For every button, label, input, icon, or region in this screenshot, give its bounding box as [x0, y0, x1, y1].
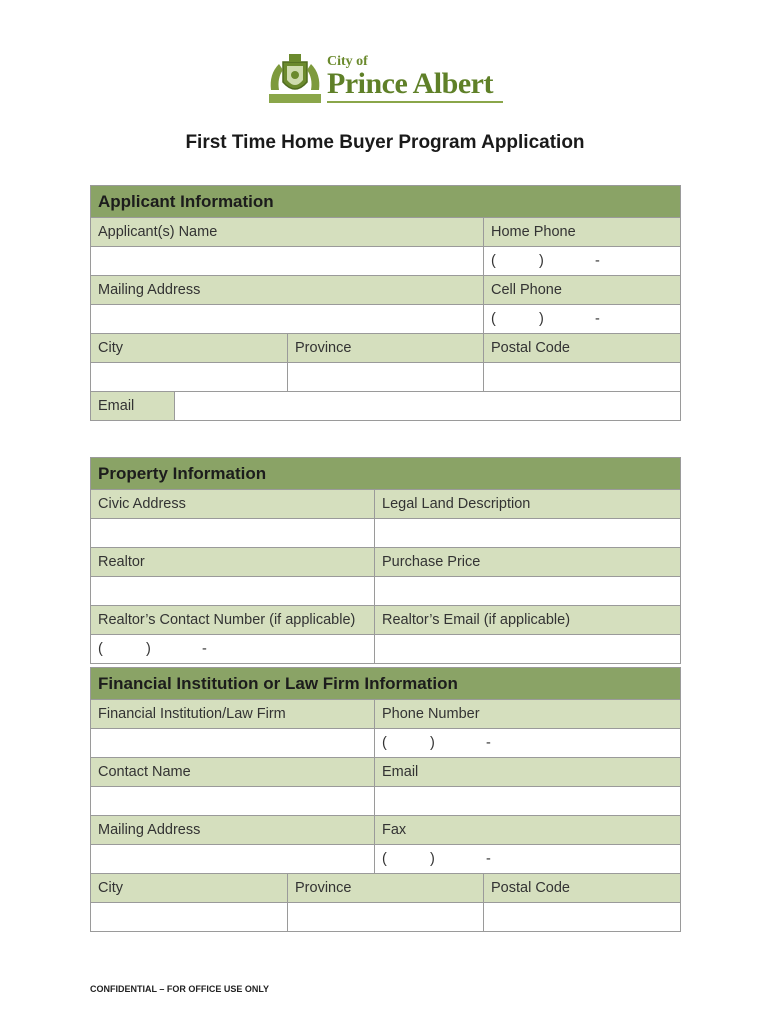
- city-logo: [265, 50, 505, 106]
- institution-province-label: Province: [288, 874, 484, 903]
- realtor-email-label: Realtor’s Email (if applicable): [375, 606, 681, 635]
- city-crest-icon: [265, 50, 325, 106]
- realtor-label: Realtor: [91, 548, 375, 577]
- logo-city-of: City of: [327, 54, 368, 69]
- phone-dash: -: [486, 851, 491, 867]
- realtor-field[interactable]: [91, 577, 375, 606]
- email-field[interactable]: [175, 392, 681, 421]
- mailing-address-label: Mailing Address: [91, 276, 484, 305]
- realtor-contact-number-label: Realtor’s Contact Number (if applicable): [91, 606, 375, 635]
- institution-city-label: City: [91, 874, 288, 903]
- phone-open-paren: (: [382, 735, 387, 751]
- phone-close-paren: ): [539, 253, 544, 269]
- institution-city-field[interactable]: [91, 903, 288, 932]
- legal-land-description-field[interactable]: [375, 519, 681, 548]
- city-field[interactable]: [91, 363, 288, 392]
- page-title: First Time Home Buyer Program Application: [185, 132, 585, 153]
- phone-dash: -: [202, 641, 207, 657]
- cell-phone-field[interactable]: [484, 305, 681, 334]
- email-label: Email: [91, 392, 175, 421]
- institution-mailing-address-field[interactable]: [91, 845, 375, 874]
- section-header-property: Property Information: [91, 458, 681, 490]
- phone-dash: -: [595, 311, 600, 327]
- phone-close-paren: ): [539, 311, 544, 327]
- institution-province-field[interactable]: [288, 903, 484, 932]
- institution-label: Financial Institution/Law Firm: [91, 700, 375, 729]
- contact-name-field[interactable]: [91, 787, 375, 816]
- institution-email-label: Email: [375, 758, 681, 787]
- applicant-name-field[interactable]: [91, 247, 484, 276]
- fax-field[interactable]: [375, 845, 681, 874]
- postal-code-field[interactable]: [484, 363, 681, 392]
- institution-mailing-address-label: Mailing Address: [91, 816, 375, 845]
- civic-address-label: Civic Address: [91, 490, 375, 519]
- institution-postal-code-label: Postal Code: [484, 874, 681, 903]
- city-label: City: [91, 334, 288, 363]
- confidential-footer: CONFIDENTIAL – FOR OFFICE USE ONLY: [90, 984, 270, 994]
- section-header-financial: Financial Institution or Law Firm Information: [91, 668, 681, 700]
- phone-close-paren: ): [430, 735, 435, 751]
- realtor-email-field[interactable]: [375, 635, 681, 664]
- phone-dash: -: [486, 735, 491, 751]
- postal-code-label: Postal Code: [484, 334, 681, 363]
- phone-number-label: Phone Number: [375, 700, 681, 729]
- civic-address-field[interactable]: [91, 519, 375, 548]
- phone-close-paren: ): [146, 641, 151, 657]
- fax-label: Fax: [375, 816, 681, 845]
- section-header-applicant: Applicant Information: [91, 186, 681, 218]
- logo-city-name: Prince Albert: [327, 67, 493, 100]
- financial-institution-table: [90, 667, 681, 932]
- applicant-information-table: [90, 185, 681, 421]
- province-label: Province: [288, 334, 484, 363]
- phone-open-paren: (: [382, 851, 387, 867]
- property-information-table: [90, 457, 681, 664]
- cell-phone-label: Cell Phone: [484, 276, 681, 305]
- phone-open-paren: (: [98, 641, 103, 657]
- phone-close-paren: ): [430, 851, 435, 867]
- institution-postal-code-field[interactable]: [484, 903, 681, 932]
- phone-open-paren: (: [491, 311, 496, 327]
- logo-underline: [327, 101, 503, 103]
- purchase-price-label: Purchase Price: [375, 548, 681, 577]
- institution-field[interactable]: [91, 729, 375, 758]
- home-phone-label: Home Phone: [484, 218, 681, 247]
- province-field[interactable]: [288, 363, 484, 392]
- realtor-contact-number-field[interactable]: [91, 635, 375, 664]
- legal-land-description-label: Legal Land Description: [375, 490, 681, 519]
- phone-dash: -: [595, 253, 600, 269]
- home-phone-field[interactable]: [484, 247, 681, 276]
- phone-number-field[interactable]: [375, 729, 681, 758]
- purchase-price-field[interactable]: [375, 577, 681, 606]
- phone-open-paren: (: [491, 253, 496, 269]
- mailing-address-field[interactable]: [91, 305, 484, 334]
- institution-email-field[interactable]: [375, 787, 681, 816]
- applicant-name-label: Applicant(s) Name: [91, 218, 484, 247]
- contact-name-label: Contact Name: [91, 758, 375, 787]
